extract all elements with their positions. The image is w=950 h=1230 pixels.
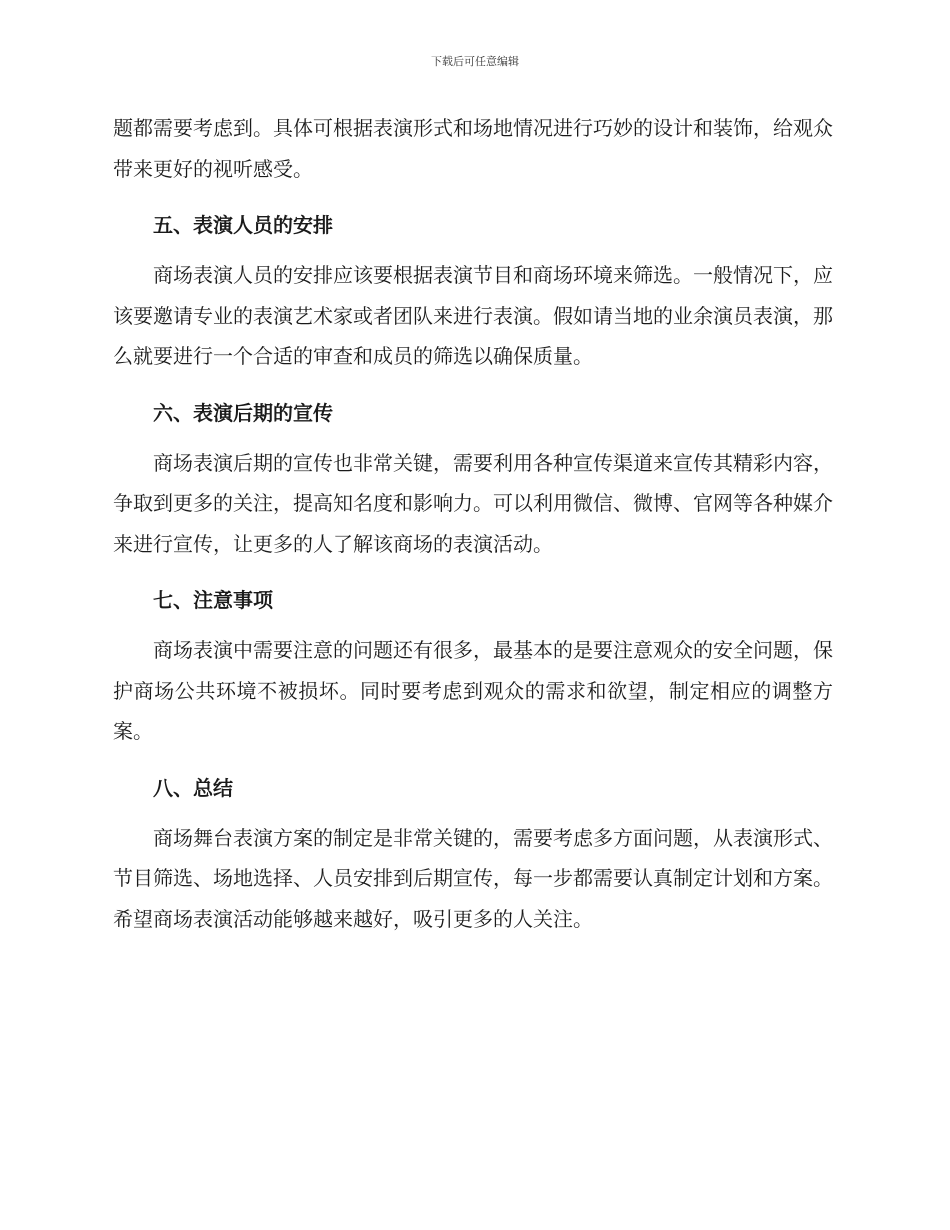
section-title: 五、表演人员的安排	[153, 213, 333, 237]
section-title: 八、总结	[153, 775, 233, 800]
section-performers	[113, 205, 833, 377]
section-summary	[113, 768, 833, 940]
section-notes	[113, 580, 833, 752]
section-body: 商场表演人员的安排应该要根据表演节目和商场环境来筛选。一般情况下，应该要邀请专业的表演艺术家或者团队来进行表演。假如请当地的业余演员表演，那么就要进行一个合适的审查和成员的筛选以确保质量。	[113, 263, 833, 368]
section-body: 商场舞台表演方案的制定是非常关键的，需要考虑多方面问题，从表演形式、节目筛选、场地选择、人员安排到后期宣传，每一步都需要认真制定计划和方案。希望商场表演活动能够越来越好，吸引更多的人关注。	[113, 825, 833, 931]
section-title: 七、注意事项	[153, 588, 273, 612]
section-body: 商场表演后期的宣传也非常关键，需要利用各种宣传渠道来宣传其精彩内容，争取到更多的关注，提高知名度和影响力。可以利用微信、微博、官网等各种媒介来进行宣传，让更多的人了解该商场的表演活动。	[113, 450, 833, 556]
section-title: 六、表演后期的宣传	[153, 400, 333, 425]
page-header: 下载后可任意编辑	[431, 55, 519, 68]
section-promotion	[113, 393, 833, 565]
section-body: 商场表演中需要注意的问题还有很多，最基本的是要注意观众的安全问题，保护商场公共环境不被损坏。同时要考虑到观众的需求和欲望，制定相应的调整方案。	[113, 638, 833, 743]
document-body	[113, 108, 833, 945]
intro-paragraph: 题都需要考虑到。具体可根据表演形式和场地情况进行巧妙的设计和装饰，给观众带来更好的视听感受。	[113, 116, 833, 181]
